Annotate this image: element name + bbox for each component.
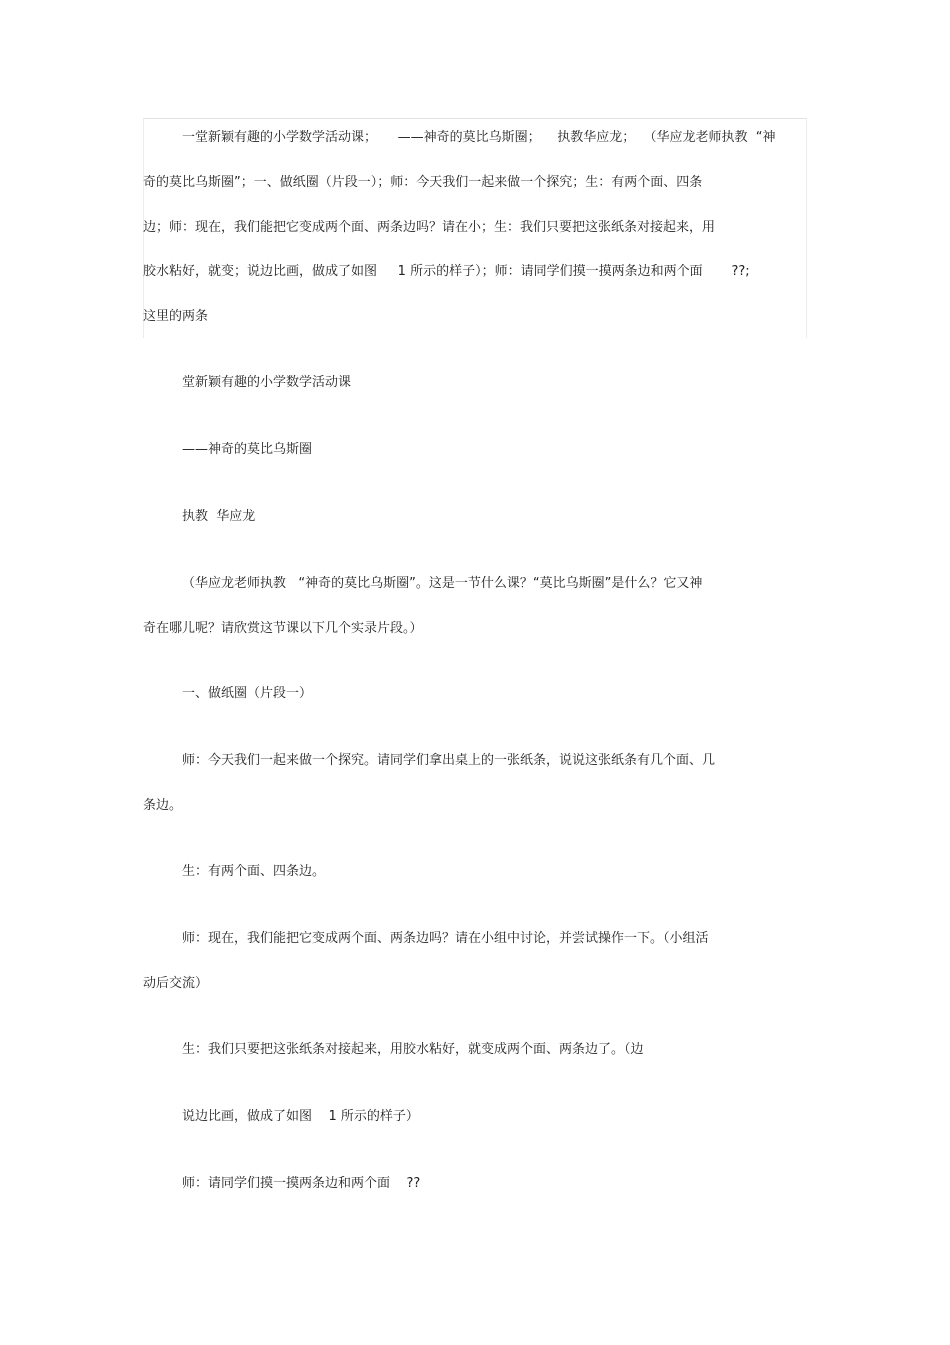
- intro-paragraph-line-1: （华应龙老师执教 “神奇的莫比乌斯圈”。这是一节什么课？“莫比乌斯圈”是什么？它又神: [182, 576, 703, 591]
- dialogue-student-2-line-1: 生：我们只要把这张纸条对接起来，用胶水粘好，就变成两个面、两条边了。（边: [182, 1042, 644, 1057]
- section-heading: 一、做纸圈（片段一）: [182, 686, 313, 701]
- intro-paragraph-line-2: 奇在哪儿呢？请欣赏这节课以下几个实录片段。）: [143, 621, 423, 636]
- dialogue-teacher-2-line-1: 师：现在，我们能把它变成两个面、两条边吗？请在小组中讨论，并尝试操作一下。（小组活: [182, 931, 709, 946]
- dialogue-student-1: 生：有两个面、四条边。: [182, 864, 326, 879]
- summary-line-5: 这里的两条: [143, 309, 209, 324]
- lesson-title: 堂新颖有趣的小学数学活动课: [182, 375, 352, 390]
- lesson-subtitle: ——神奇的莫比乌斯圈: [182, 442, 313, 457]
- dialogue-teacher-3: 师：请同学们摸一摸两条边和两个面 ??: [182, 1176, 421, 1191]
- summary-line-4: 胶水粘好，就变；说边比画，做成了如图 1 所示的样子）；师：请同学们摸一摸两条边和两个面 ??;: [143, 264, 750, 279]
- dialogue-teacher-1-line-2: 条边。: [143, 798, 183, 813]
- summary-line-2: 奇的莫比乌斯圈”；一、做纸圈（片段一）；师：今天我们一起来做一个探究；生：有两个面、四条: [143, 175, 703, 190]
- summary-line-3: 边；师：现在，我们能把它变成两个面、两条边吗？请在小；生：我们只要把这张纸条对接起来，用: [143, 220, 716, 235]
- dialogue-student-2-line-2: 说边比画，做成了如图 1 所示的样子）: [182, 1109, 419, 1124]
- lesson-teacher: 执教 华应龙: [182, 509, 256, 524]
- dialogue-teacher-2-line-2: 动后交流）: [143, 976, 209, 991]
- summary-line-1: 一堂新颖有趣的小学数学活动课； ——神奇的莫比乌斯圈； 执教华应龙； （华应龙老师执教 “神: [182, 130, 776, 145]
- dialogue-teacher-1-line-1: 师：今天我们一起来做一个探究。请同学们拿出桌上的一张纸条，说说这张纸条有几个面、几: [182, 753, 716, 768]
